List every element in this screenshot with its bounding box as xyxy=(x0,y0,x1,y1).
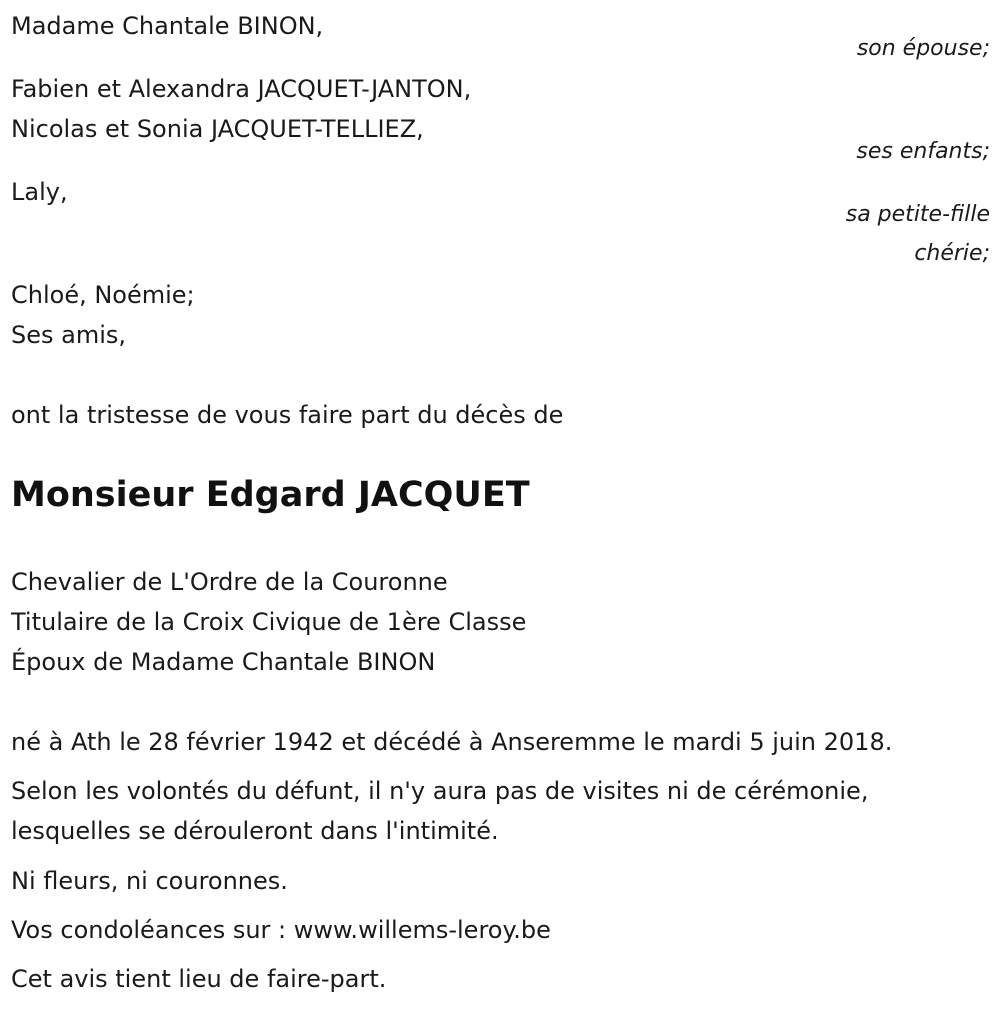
condolences-note: Vos condoléances sur : www.willems-leroy.be xyxy=(11,916,551,944)
deceased-title-1: Chevalier de L'Ordre de la Couronne xyxy=(11,568,448,596)
granddaughter-role-2: chérie; xyxy=(914,241,990,266)
spouse-role: son épouse; xyxy=(856,36,990,61)
child-1: Fabien et Alexandra JACQUET-JANTON, xyxy=(11,75,472,103)
announcement: ont la tristesse de vous faire part du décès de xyxy=(11,401,564,429)
wishes-2: lesquelles se dérouleront dans l'intimité. xyxy=(11,817,499,845)
granddaughter-name: Laly, xyxy=(11,178,68,206)
spouse-name: Madame Chantale BINON, xyxy=(11,12,324,40)
others-1: Chloé, Noémie; xyxy=(11,281,195,309)
notice-note: Cet avis tient lieu de faire-part. xyxy=(11,965,387,993)
children-role: ses enfants; xyxy=(856,139,990,164)
birth-death: né à Ath le 28 février 1942 et décédé à Anseremme le mardi 5 juin 2018. xyxy=(11,728,893,756)
deceased-name: Monsieur Edgard JACQUET xyxy=(11,475,530,515)
others-2: Ses amis, xyxy=(11,321,127,349)
deceased-title-3: Époux de Madame Chantale BINON xyxy=(11,648,436,676)
granddaughter-role-1: sa petite-fille xyxy=(845,202,990,227)
child-2: Nicolas et Sonia JACQUET-TELLIEZ, xyxy=(11,115,424,143)
wishes-1: Selon les volontés du défunt, il n'y aura pas de visites ni de cérémonie, xyxy=(11,777,869,805)
deceased-title-2: Titulaire de la Croix Civique de 1ère Classe xyxy=(11,608,527,636)
flowers-note: Ni fleurs, ni couronnes. xyxy=(11,867,288,895)
